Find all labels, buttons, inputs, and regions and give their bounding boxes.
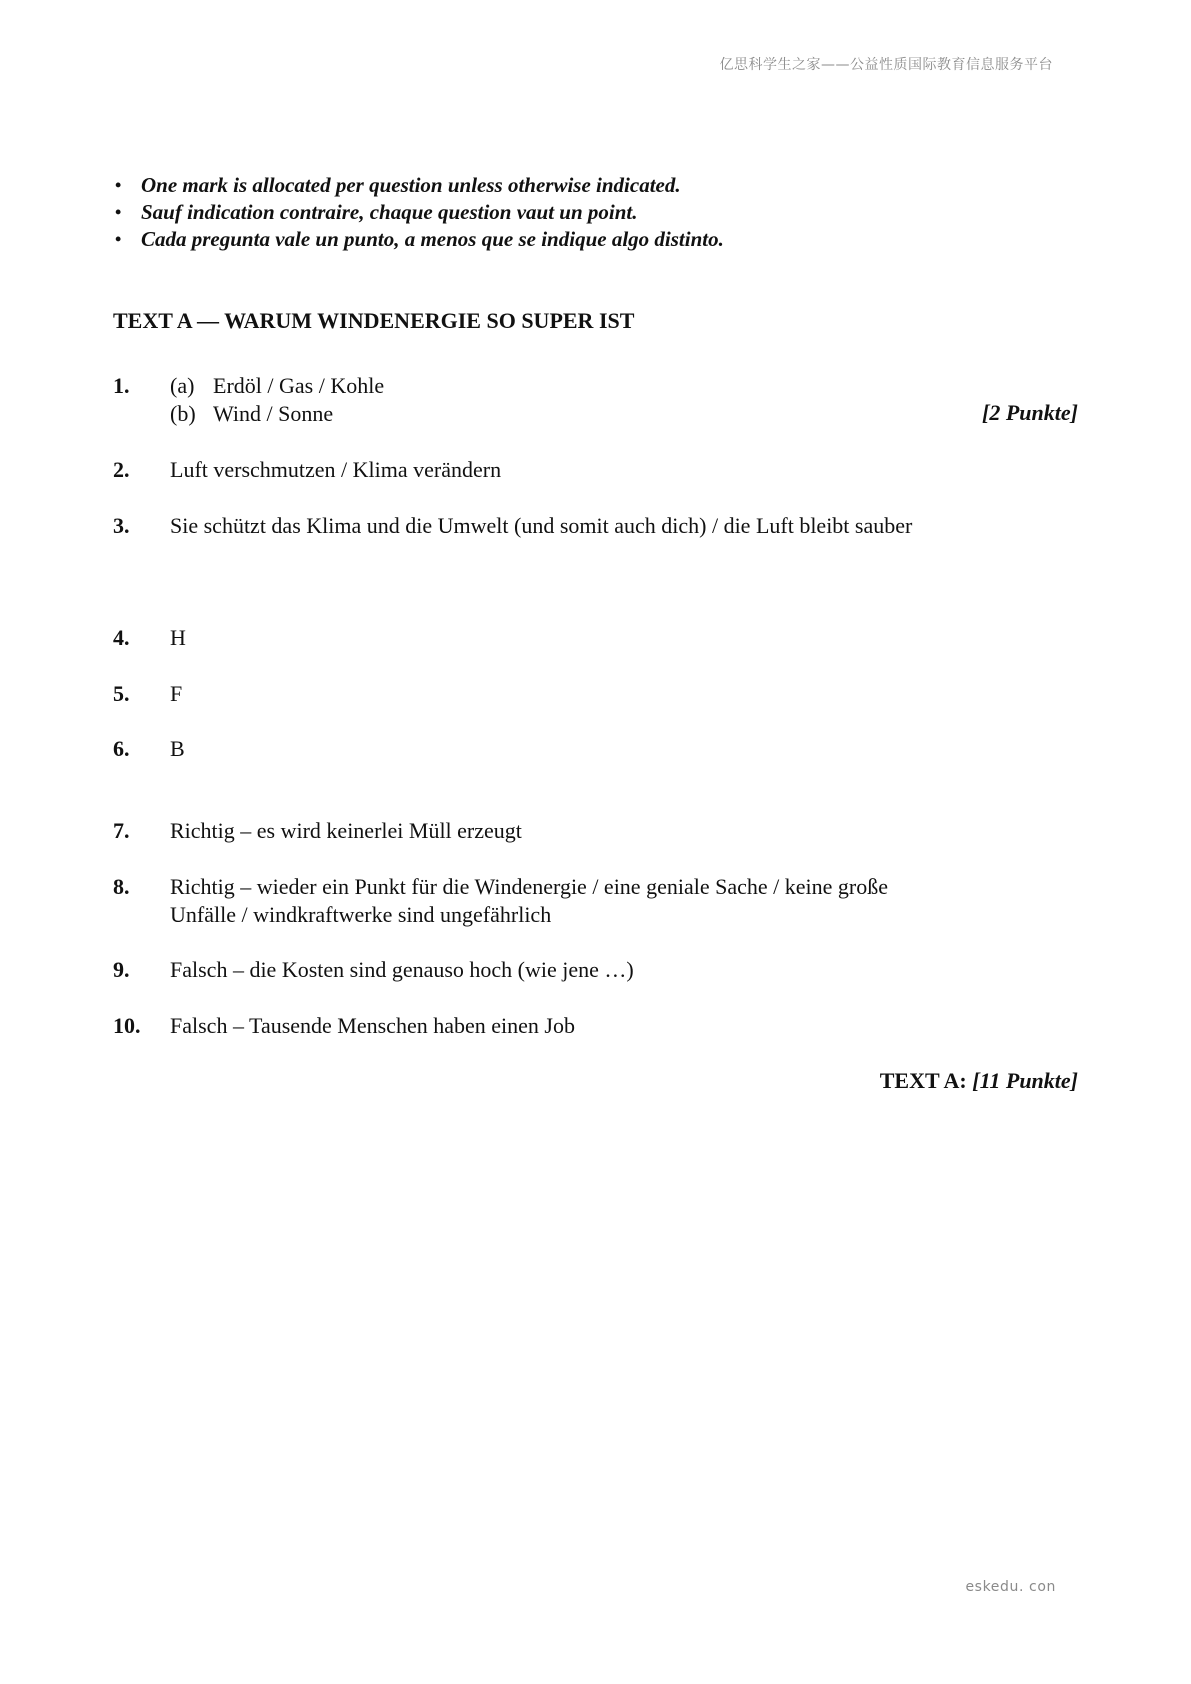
question-number: 2. [113, 457, 130, 482]
bullet-icon: • [115, 202, 122, 222]
answer-text: Luft verschmutzen / Klima verändern [170, 457, 502, 482]
note-item [113, 226, 724, 253]
answer-label: (a) [170, 373, 195, 398]
answer-text-line-2: Unfälle / windkraftwerke sind ungefährlich [170, 902, 552, 927]
question-number: 4. [113, 625, 130, 650]
answer-text: Wind / Sonne [213, 401, 334, 426]
question-number: 3. [113, 513, 130, 538]
bullet-icon: • [115, 175, 122, 195]
question-1-points: [2 Punkte] [982, 400, 1078, 425]
question-number: 9. [113, 957, 130, 982]
question-3 [113, 512, 968, 540]
answer-text: Sie schützt das Klima und die Umwelt (und somit auch dich) / die Luft bleibt sauber [170, 513, 913, 538]
answer-b [170, 400, 333, 428]
note-text: One mark is allocated per question unless otherwise indicated. [141, 173, 681, 197]
answer-text: Falsch – die Kosten sind genauso hoch (wie jene …) [170, 957, 634, 982]
question-number: 10. [113, 1013, 141, 1038]
answer-text: F [170, 681, 183, 706]
note-item [113, 199, 724, 226]
question-number: 6. [113, 736, 130, 761]
total-points: [11 Punkte] [972, 1068, 1078, 1093]
answer-text: H [170, 625, 186, 650]
section-title: TEXT A — WARUM WINDENERGIE SO SUPER IST [113, 308, 635, 333]
footer-site: eskedu. con [965, 1579, 1056, 1595]
answer-text: Richtig – es wird keinerlei Müll erzeugt [170, 818, 522, 843]
question-number: 7. [113, 818, 130, 843]
section-total [880, 1068, 1078, 1094]
marking-notes [113, 172, 724, 253]
header-watermark: 亿思科学生之家——公益性质国际教育信息服务平台 [719, 57, 1053, 73]
answer-label: (b) [170, 401, 196, 426]
answer-a [170, 372, 384, 400]
answer-text-line-1: Richtig – wieder ein Punkt für die Windenergie / eine geniale Sache / keine große [170, 874, 888, 899]
note-item [113, 172, 724, 199]
bullet-icon: • [115, 229, 122, 249]
note-text: Cada pregunta vale un punto, a menos que se indique algo distinto. [141, 227, 724, 251]
question-number: 5. [113, 681, 130, 706]
total-label: TEXT A: [879, 1068, 967, 1093]
note-text: Sauf indication contraire, chaque question vaut un point. [141, 200, 638, 224]
answer-text: B [170, 736, 185, 761]
question-number: 8. [113, 874, 130, 899]
answer-text: Erdöl / Gas / Kohle [213, 373, 385, 398]
question-number: 1. [113, 373, 130, 398]
answer-text: Falsch – Tausende Menschen haben einen Job [170, 1013, 575, 1038]
